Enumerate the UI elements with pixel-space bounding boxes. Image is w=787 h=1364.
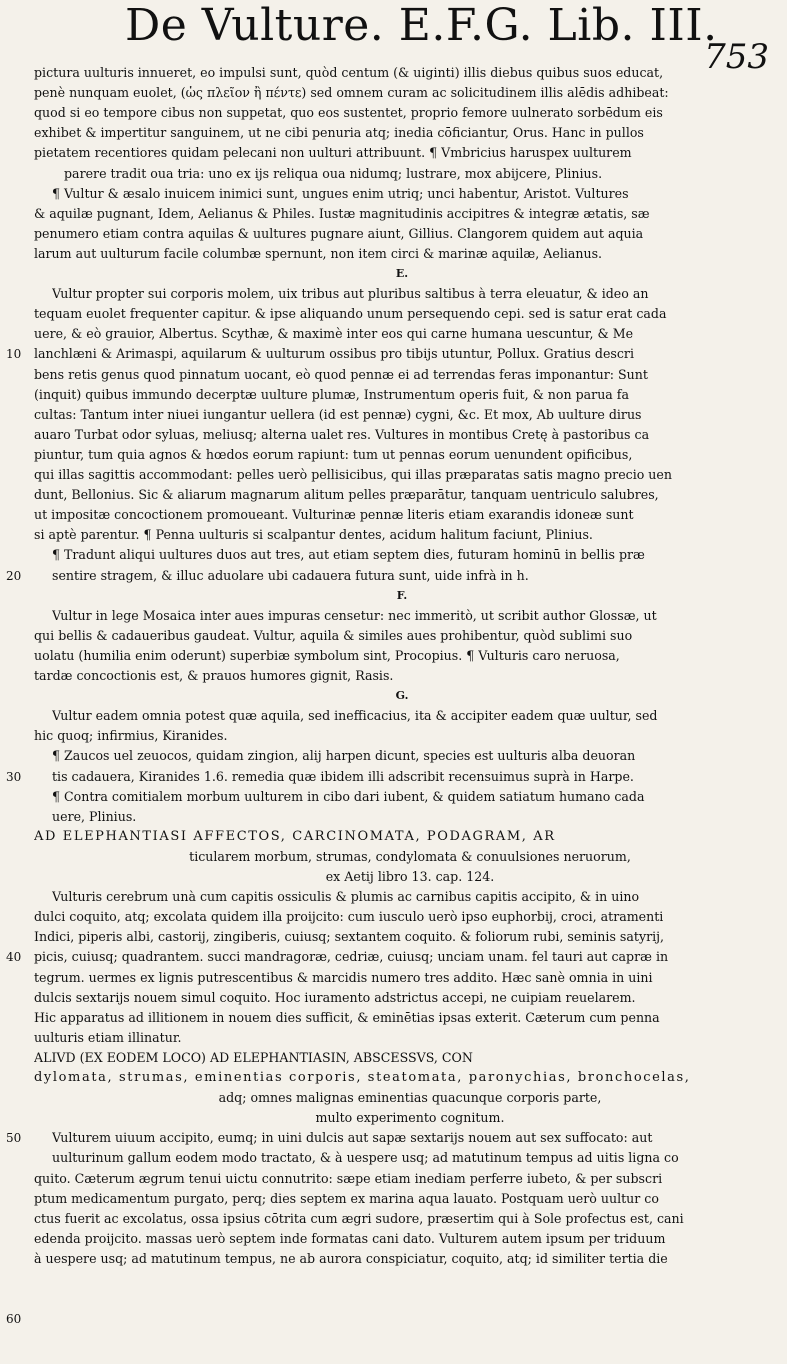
text-line: ¶ Contra comitialem morbum uulturem in cibo dari iubent, & quidem satiatum humano cada bbox=[52, 788, 645, 804]
text-line: parere tradit oua tria: uno ex ijs reliqua oua nidumq; lustrare, mox abijcere, Plinius. bbox=[64, 165, 603, 181]
text-line: E. bbox=[395, 267, 409, 280]
margin-line-number: 10 bbox=[6, 347, 22, 362]
text-line: uolatu (humilia enim oderunt) superbiæ symbolum sint, Procopius. ¶ Vulturis caro neruosa, bbox=[34, 647, 620, 663]
text-line: (inquit) quibus immundo decerptæ uulture plumæ, Instrumentum operis fuit, & non parua fa bbox=[34, 386, 629, 402]
text-line: bens retis genus quod pinnatum uocant, eò quod pennæ ei ad terrendas feras imponantur: Sunt bbox=[34, 366, 648, 382]
text-line: dulcis sextarijs nouem simul coquito. Hoc iuramento adstrictus accepi, ne cuipiam reuelarem. bbox=[34, 989, 636, 1005]
text-line: ticularem morbum, strumas, condylomata & conuulsiones neruorum, bbox=[189, 848, 631, 864]
text-line: picis, cuiusq; quadrantem. succi mandragoræ, cedriæ, cuiusq; unciam unam. fel tauri aut capræ in bbox=[34, 949, 669, 965]
text-line: qui illas sagittis accommodant: pelles uerò pellisicibus, qui illas præparatas satis magno precio uen bbox=[34, 467, 672, 482]
margin-line-number: 20 bbox=[6, 568, 22, 583]
text-line: ALIVD (EX EODEM LOCO) AD ELEPHANTIASIN, ABSCESSVS, CON bbox=[34, 1049, 473, 1065]
running-header-title: De Vulture. E.F.G. Lib. III. bbox=[125, 0, 718, 51]
text-line: F. bbox=[396, 588, 408, 602]
text-line: edenda proijcito. massas uerò septem inde formatas cani dato. Vulturem autem ipsum per triduum bbox=[34, 1230, 666, 1246]
text-line: qui bellis & cadaueribus gaudeat. Vultur, aquila & similes aues prohibentur, quòd sublimi suo bbox=[34, 627, 633, 643]
text-line: tardæ concoctionis est, & prauos humores gignit, Rasis. bbox=[34, 668, 394, 683]
text-line: si aptè parentur. ¶ Penna uulturis si scalpantur dentes, acidum halitum faciunt, Plinius. bbox=[34, 527, 593, 543]
text-line: uulturis etiam illinatur. bbox=[34, 1029, 182, 1045]
text-line: G. bbox=[395, 689, 409, 703]
text-line: pietatem recentiores quidam pelecani non uulturi attribuunt. ¶ Vmbricius haruspex uulturem bbox=[34, 145, 632, 161]
text-line: Vultur in lege Mosaica inter aues impuras censetur: nec immeritò, ut scribit author Glossæ, ut bbox=[52, 607, 657, 623]
text-line: exhibet & impertitur sanguinem, ut ne cibi penuria atq; inedia cōficiantur, Orus. Hanc in pullos bbox=[34, 125, 644, 141]
text-line: auaro Turbat odor syluas, meliusq; alterna ualet res. Vultures in montibus Cretę à pastoribus ca bbox=[34, 426, 650, 442]
text-line: hic quoq; infirmius, Kiranides. bbox=[34, 728, 228, 744]
text-line: cultas: Tantum inter niuei iungantur uellera (id est pennæ) cygni, &c. Et mox, Ab uulture dirus bbox=[34, 406, 642, 422]
text-line: penumero etiam contra aquilas & uultures pugnare aiunt, Gillius. Clangorem quidem aut aquia bbox=[34, 225, 644, 241]
text-line: ¶ Vultur & æsalo inuicem inimici sunt, ungues enim utriq; unci habentur, Aristot. Vultures bbox=[52, 185, 629, 201]
margin-line-number: 50 bbox=[6, 1131, 22, 1146]
text-line: uere, Plinius. bbox=[52, 808, 137, 824]
text-line: dulci coquito, atq; excolata quidem illa proijcito: cum iusculo uerò ipso euphorbij, croci, atramenti bbox=[34, 909, 664, 925]
text-line: à uespere usq; ad matutinum tempus, ne ab aurora conspiciatur, coquito, atq; id similiter tertia die bbox=[34, 1250, 668, 1266]
margin-line-number: 30 bbox=[6, 769, 22, 784]
text-line: penè nunquam euolet, (ὡς πλεῖον ἢ πέντε) sed omnem curam ac solicitudinem illis alēdis adhibeat: bbox=[34, 85, 669, 101]
text-line: dylomata, strumas, eminentias corporis, steatomata, paronychias, bronchocelas, bbox=[34, 1070, 691, 1085]
text-line: Vultur propter sui corporis molem, uix tribus aut pluribus saltibus à terra eleuatur, & ideo an bbox=[52, 286, 649, 302]
text-line: tis cadauera, Kiranides 1.6. remedia quæ ibidem illi adscribit recensuimus suprà in Harpe. bbox=[52, 768, 634, 784]
text-line: sentire stragem, & illuc aduolare ubi cadauera futura sunt, uide infrà in h. bbox=[52, 567, 529, 583]
text-line: ptum medicamentum purgato, perq; dies septem ex marina aqua lauato. Postquam uerò uultur co bbox=[34, 1190, 659, 1206]
text-line: uulturinum gallum eodem modo tractato, & à uespere usq; ad matutinum tempus ad uitis ligna co bbox=[52, 1150, 679, 1166]
text-line: tegrum. uermes ex lignis putrescentibus & marcidis numero tres addito. Hæc sanè omnia in uini bbox=[34, 969, 653, 985]
margin-line-number: 60 bbox=[6, 1312, 22, 1327]
text-line: ¶ Tradunt aliqui uultures duos aut tres, aut etiam septem dies, futuram hominū in bellis præ bbox=[52, 547, 645, 563]
text-line: Indici, piperis albi, castorij, zingiberis, cuiusq; sextantem coquito. & foliorum rubi, seminis satyrij, bbox=[34, 929, 665, 945]
text-line: Vulturis cerebrum unà cum capitis ossiculis & plumis ac carnibus capitis accipito, & in uino bbox=[52, 889, 640, 905]
text-line: larum aut uulturum facile columbæ spernunt, non item circi & marinæ aquilæ, Aelianus. bbox=[34, 245, 603, 261]
text-line: Vultur eadem omnia potest quæ aquila, sed inefficacius, ita & accipiter eadem quæ uultur, sed bbox=[52, 708, 658, 724]
text-line: Hic apparatus ad illitionem in nouem dies sufficit, & eminētias ipsas exterit. Cæterum cum penna bbox=[34, 1009, 660, 1025]
text-line: Vulturem uiuum accipito, eumq; in uini dulcis aut sapæ sextarijs nouem aut sex suffocato: aut bbox=[52, 1130, 653, 1146]
text-line: ut impositæ concoctionem promoueant. Vulturinæ pennæ literis etiam exarandis idoneæ sunt bbox=[34, 507, 634, 523]
text-line: multo experimento cognitum. bbox=[315, 1110, 505, 1126]
text-line: lanchlæni & Arimaspi, aquilarum & uulturum ossibus pro tibijs utuntur, Pollux. Gratius descri bbox=[34, 346, 634, 362]
text-line: adq; omnes malignas eminentias quacunque corporis parte, bbox=[218, 1090, 602, 1106]
text-line: ex Aetij libro 13. cap. 124. bbox=[325, 869, 495, 884]
text-line: pictura uulturis innueret, eo impulsi sunt, quòd centum (& uiginti) illis diebus quibus suos educat, bbox=[34, 65, 664, 80]
page-number: 753 bbox=[704, 37, 769, 77]
margin-line-number: 40 bbox=[6, 950, 22, 965]
text-line: uere, & eò grauior, Albertus. Scythæ, & maximè inter eos qui carne humana uescuntur, & Me bbox=[34, 326, 634, 342]
text-line: quito. Cæterum ægrum tenui uictu connutrito: sæpe etiam inediam perferre iubeto, & per subscri bbox=[34, 1170, 663, 1186]
text-line: dunt, Bellonius. Sic & aliarum magnarum alitum pelles præparātur, tanquam uentriculo salubres, bbox=[34, 487, 659, 503]
text-line: quod si eo tempore cibus non suppetat, quo eos sustentet, proprio femore uulnerato sorbēdum eis bbox=[34, 105, 663, 121]
text-line: ctus fuerit ac excolatus, ossa ipsius cōtrita cum ægri sudore, præsertim qui à Sole profectus est, cani bbox=[34, 1210, 684, 1226]
text-line: & aquilæ pugnant, Idem, Aelianus & Philes. Iustæ magnitudinis accipitres & integræ ætatis, sæ bbox=[34, 205, 650, 221]
text-line: piuntur, tum quia agnos & hœdos eorum rapiunt: tum ut pennas eorum uenundent opificibus, bbox=[34, 446, 633, 462]
text-line: AD ELEPHANTIASI AFFECTOS, CARCINOMATA, PODAGRAM, AR bbox=[34, 828, 556, 844]
text-line: ¶ Zaucos uel zeuocos, quidam zingion, alij harpen dicunt, species est uulturis alba deuoran bbox=[52, 748, 636, 764]
text-line: tequam euolet frequenter capitur. & ipse aliquando unum persequendo cepi. sed is satur erat cada bbox=[34, 306, 667, 322]
